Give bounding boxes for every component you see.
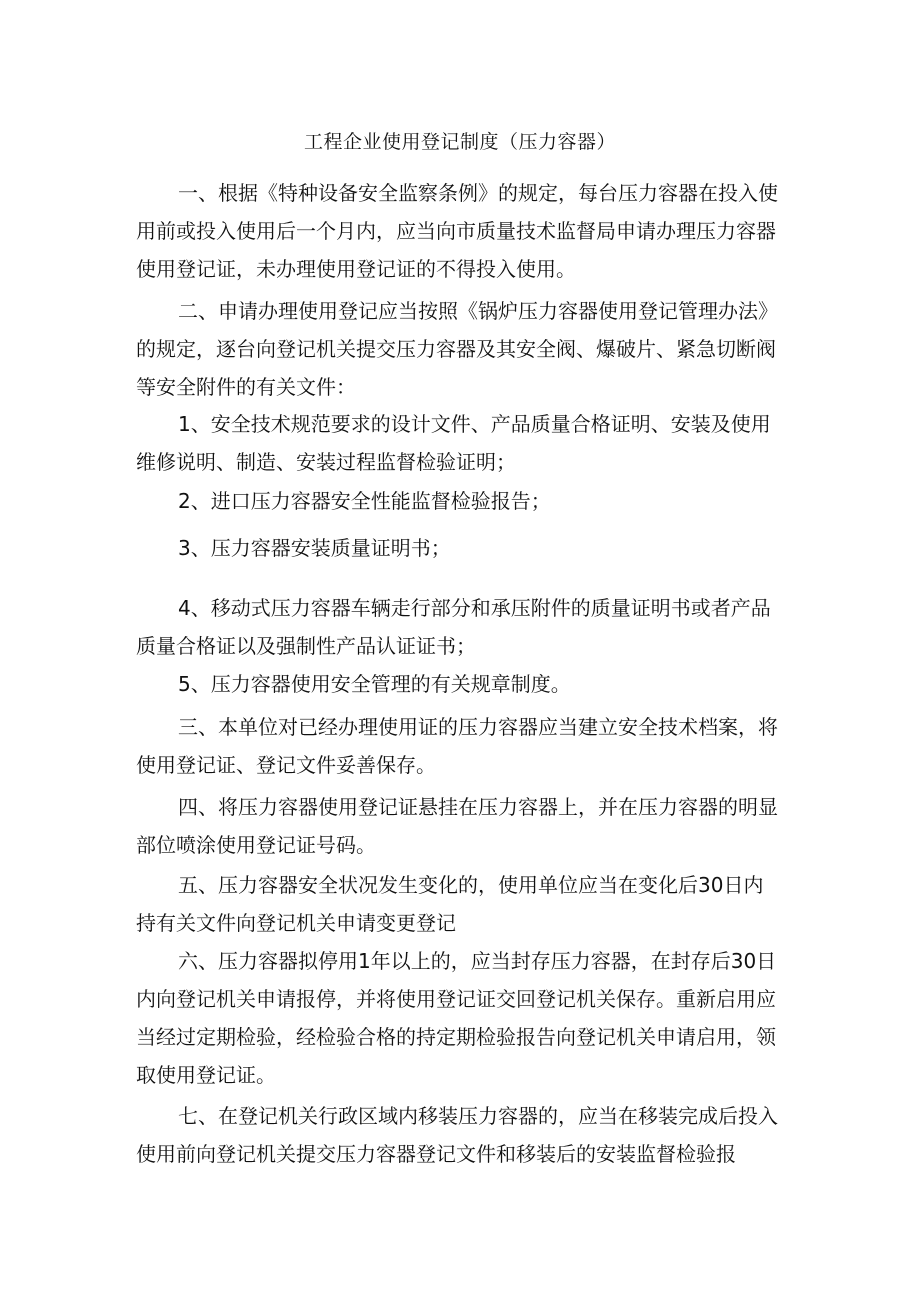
paragraph-4: 四、将压力容器使用登记证悬挂在压力容器上，并在压力容器的明显部位喷涂使用登记证号码。: [136, 795, 778, 857]
list-item-5: 5、压力容器使用安全管理的有关规章制度。: [178, 672, 571, 696]
paragraph-1: 一、根据《特种设备安全监察条例》的规定，每台压力容器在投入使用前或投入使用后一个月内，应当向市质量技术监督局申请办理压力容器使用登记证，未办理使用登记证的不得投入使用。: [136, 181, 778, 281]
paragraph-3: 三、本单位对已经办理使用证的压力容器应当建立安全技术档案，将使用登记证、登记文件妥善保存。: [136, 715, 778, 777]
list-item-1: 1、安全技术规范要求的设计文件、产品质量合格证明、安装及使用维修说明、制造、安装过程监督检验证明；: [136, 412, 771, 474]
paragraph-7: 七、在登记机关行政区域内移装压力容器的，应当在移装完成后投入使用前向登记机关提交压力容器登记文件和移装后的安装监督检验报: [136, 1104, 778, 1166]
paragraph-6: 六、压力容器拟停用1年以上的，应当封存压力容器，在封存后30日内向登记机关申请报停，并将使用登记证交回登记机关保存。重新启用应当经过定期检验，经检验合格的持定期检验报告向登记机关申请启用，领取使用登记证。: [136, 949, 777, 1087]
paragraph-2: 二、申请办理使用登记应当按照《锅炉压力容器使用登记管理办法》的规定，逐台向登记机关提交压力容器及其安全阀、爆破片、紧急切断阀等安全附件的有关文件：: [136, 299, 778, 399]
paragraph-5: 五、压力容器安全状况发生变化的，使用单位应当在变化后30日内持有关文件向登记机关申请变更登记: [136, 873, 764, 935]
list-item-3: 3、压力容器安装质量证明书；: [178, 536, 451, 560]
list-item-4: 4、移动式压力容器车辆走行部分和承压附件的质量证明书或者产品质量合格证以及强制性产品认证证书；: [136, 596, 771, 658]
list-item-2: 2、进口压力容器安全性能监督检验报告；: [178, 489, 551, 513]
document-title: 工程企业使用登记制度（压力容器）: [303, 131, 616, 153]
